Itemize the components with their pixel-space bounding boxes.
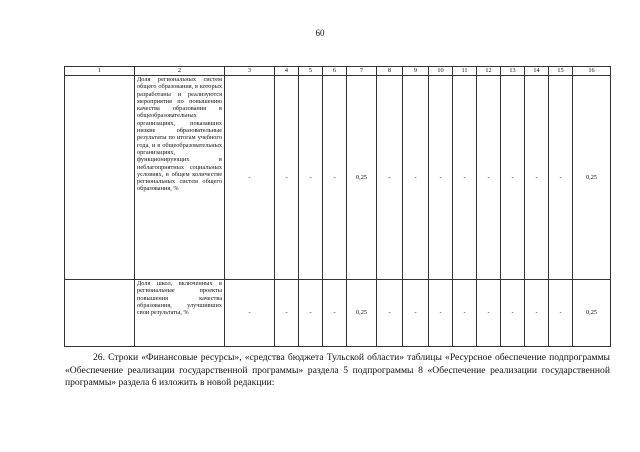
table-cell: -: [299, 280, 323, 347]
header-cell: 8: [377, 67, 403, 76]
table-cell: -: [477, 280, 501, 347]
indicator-description: Доля региональных систем общего образования, в которых разработаны и реализуются мероприятия по повышению качества образования в общеобразовательных организациях, показавших низкие образовательные результаты по итогам учебного года, и в общеобразовательных организациях, функционирующих в неблагоприятных социальных условиях, в общем количестве региональных систем общего образования, %: [135, 76, 225, 280]
table-cell: 0,25: [347, 76, 377, 280]
indicator-description: Доля школ, включенных в региональные проекты повышения качества образования, улучшивших свои результаты, %: [135, 280, 225, 347]
header-cell: 6: [323, 67, 347, 76]
table-cell: -: [225, 76, 275, 280]
header-cell: 4: [275, 67, 299, 76]
table-cell: -: [477, 76, 501, 280]
header-cell: 12: [477, 67, 501, 76]
table-cell: -: [323, 280, 347, 347]
table-cell: -: [525, 76, 549, 280]
table-cell: -: [549, 76, 573, 280]
table-cell: -: [549, 280, 573, 347]
table-row: [65, 280, 611, 347]
table-cell: -: [429, 280, 453, 347]
header-cell: 10: [429, 67, 453, 76]
table-cell: -: [453, 280, 477, 347]
header-cell: 15: [549, 67, 573, 76]
table-row: [65, 76, 611, 280]
header-cell: 9: [403, 67, 429, 76]
header-cell: 3: [225, 67, 275, 76]
table-cell: -: [501, 280, 525, 347]
header-cell: 1: [65, 67, 135, 76]
header-cell: 14: [525, 67, 549, 76]
body-paragraph: [65, 352, 610, 390]
header-cell: 16: [573, 67, 611, 76]
table-cell: [65, 280, 135, 347]
table-cell: -: [225, 280, 275, 347]
header-cell: 5: [299, 67, 323, 76]
header-cell: 7: [347, 67, 377, 76]
table-cell: -: [377, 280, 403, 347]
table-cell: -: [275, 280, 299, 347]
table-cell: -: [275, 76, 299, 280]
table-cell: -: [501, 76, 525, 280]
header-cell: 13: [501, 67, 525, 76]
table-cell: 0,25: [573, 280, 611, 347]
paragraph-text: 26. Строки «Финансовые ресурсы», «средства бюджета Тульской области» таблицы «Ресурсное обеспечение подпрограммы «Обеспечение реализации государственной программы» раздела 5 подпрограммы 8 «Обеспечение реализации государственной программы» раздела 6 изложить в новой редакции:: [65, 352, 610, 389]
table-cell: [65, 76, 135, 280]
table-cell: 0,25: [347, 280, 377, 347]
table-cell: 0,25: [573, 76, 611, 280]
table-cell: -: [429, 76, 453, 280]
table-cell: -: [323, 76, 347, 280]
table-cell: -: [403, 280, 429, 347]
table-cell: -: [525, 280, 549, 347]
table-header-row: [65, 67, 611, 76]
table-cell: -: [377, 76, 403, 280]
table-cell: -: [299, 76, 323, 280]
data-table: [64, 66, 611, 347]
page-number: 60: [315, 28, 325, 38]
header-cell: 2: [135, 67, 225, 76]
header-cell: 11: [453, 67, 477, 76]
table-cell: -: [403, 76, 429, 280]
table-cell: -: [453, 76, 477, 280]
